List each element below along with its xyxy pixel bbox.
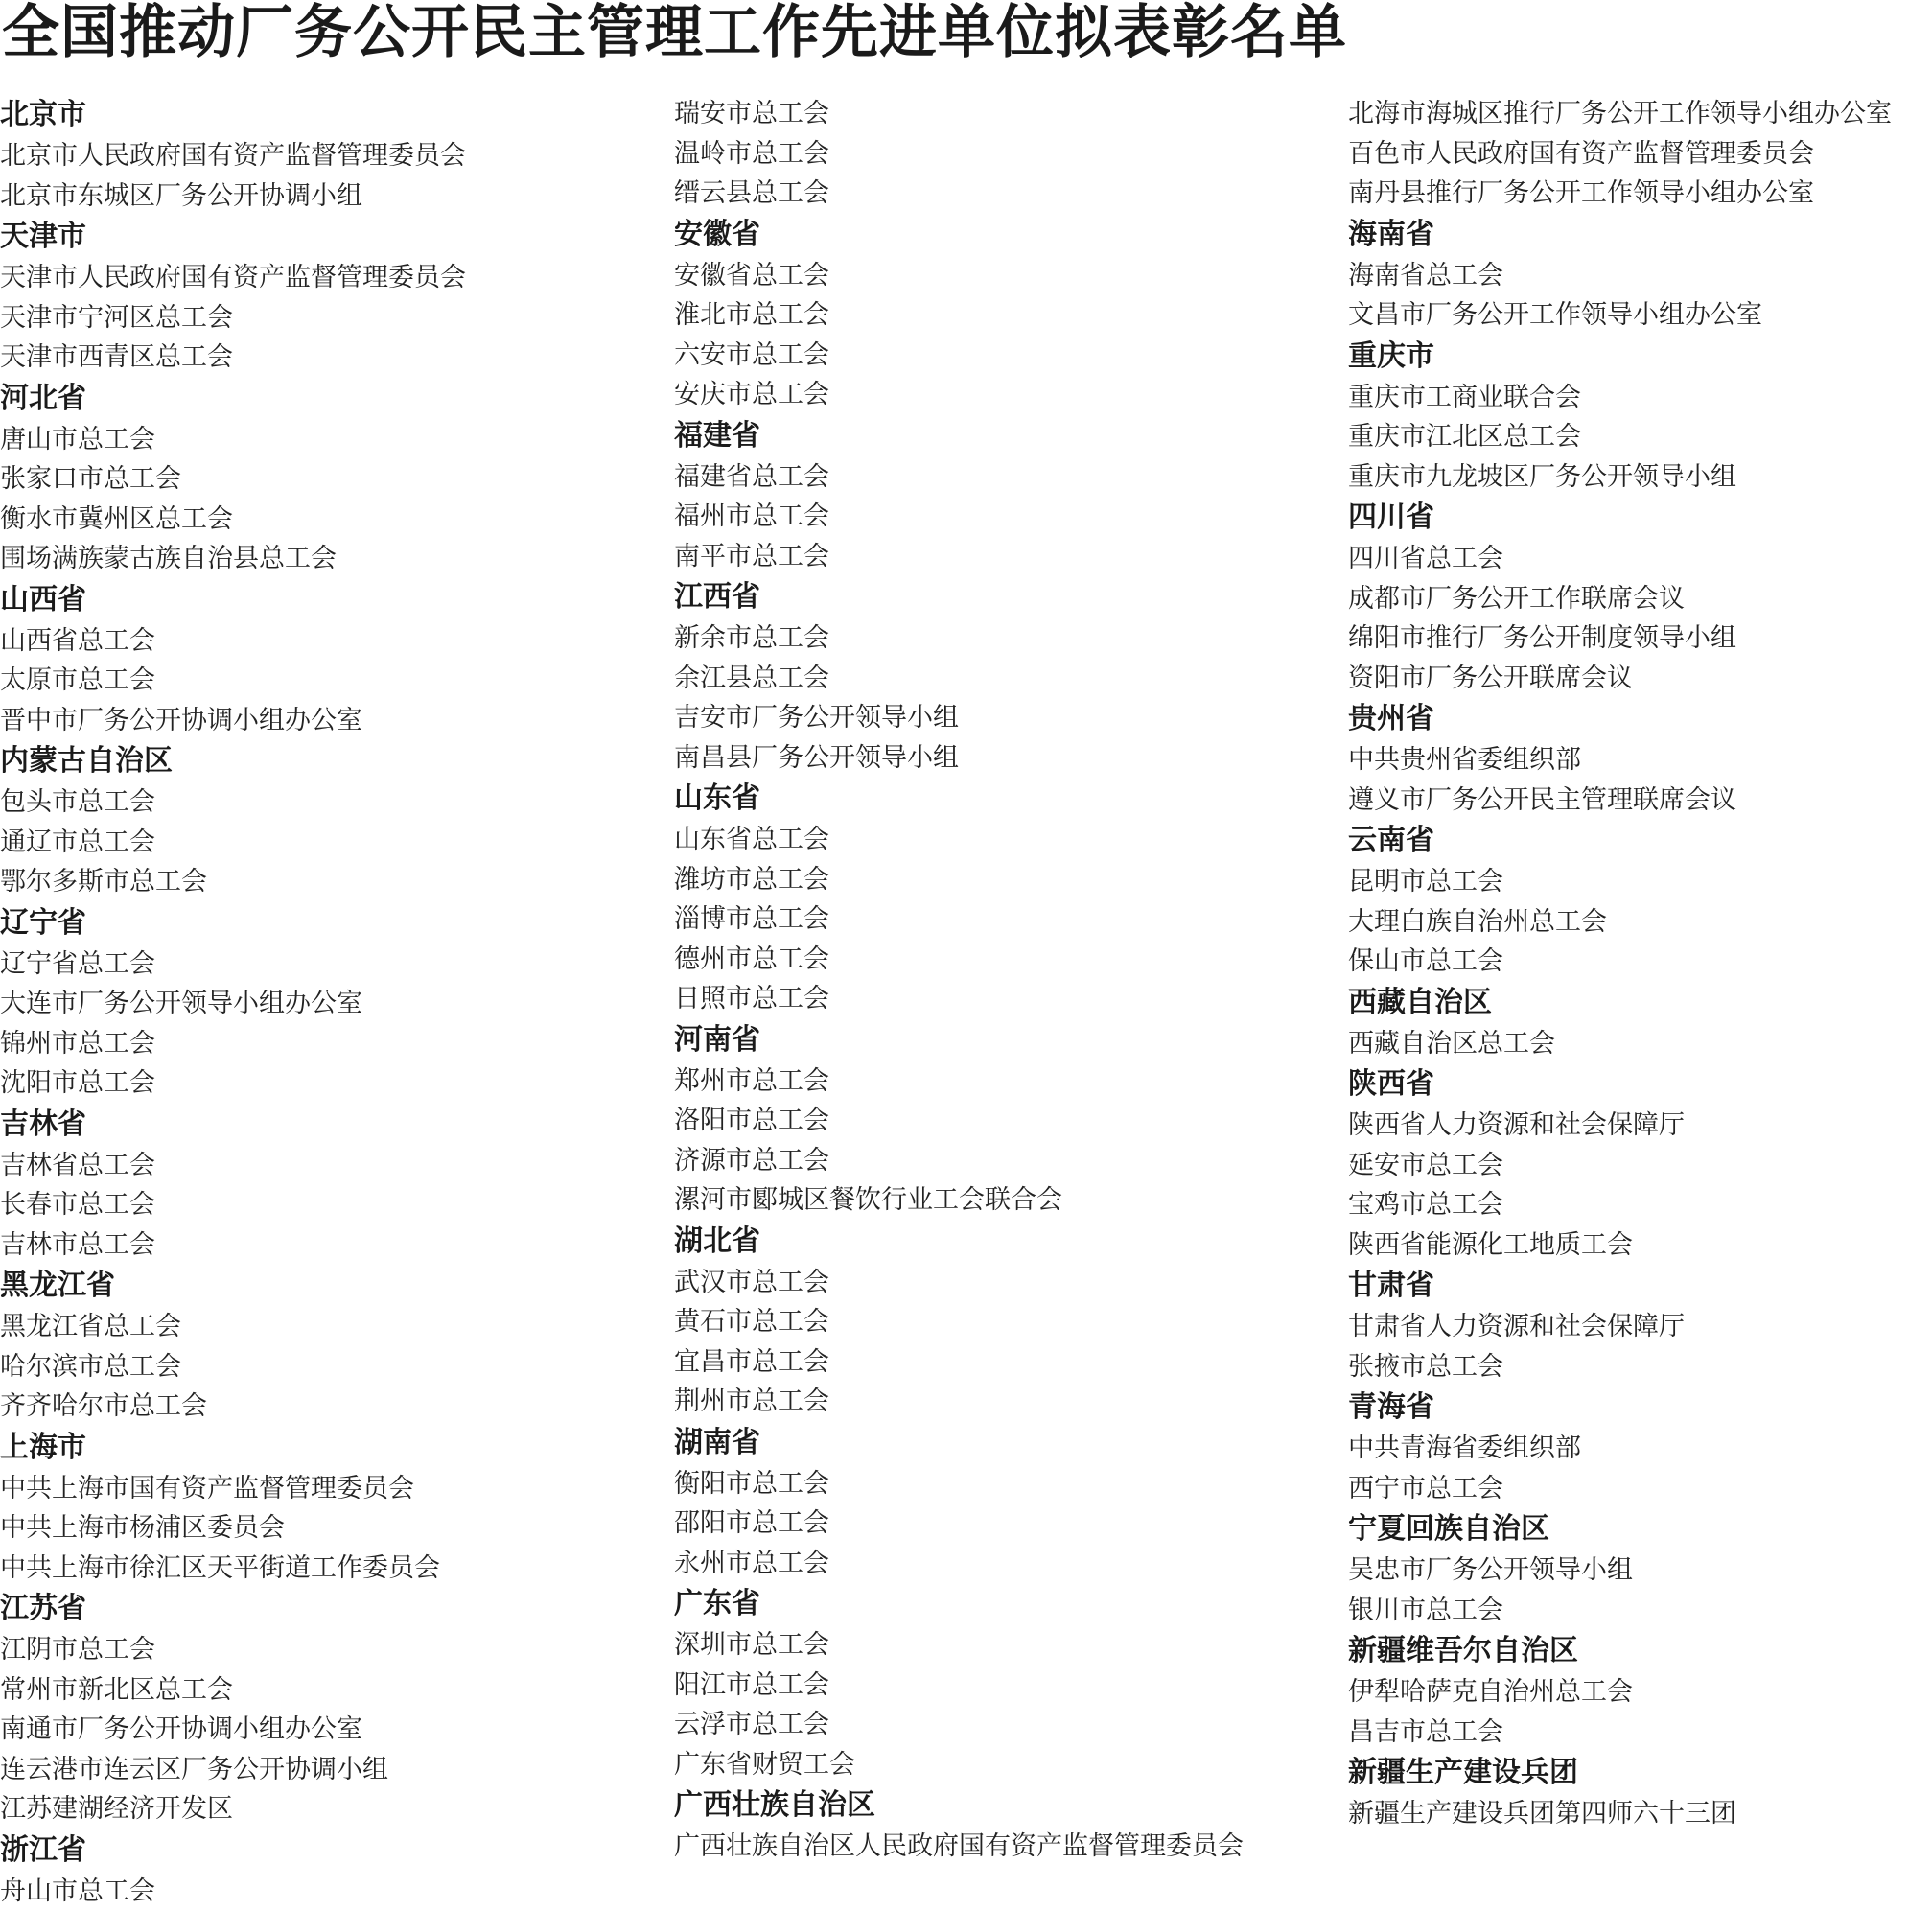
unit-item: 瑞安市总工会 bbox=[674, 94, 1244, 134]
region-heading: 黑龙江省 bbox=[0, 1265, 466, 1307]
unit-item: 黑龙江省总工会 bbox=[0, 1307, 466, 1347]
region-section bbox=[0, 1588, 466, 1829]
unit-item: 陕西省能源化工地质工会 bbox=[1348, 1225, 1892, 1266]
unit-item: 重庆市工商业联合会 bbox=[1348, 378, 1892, 418]
unit-list bbox=[674, 256, 1244, 415]
column-1 bbox=[0, 94, 466, 1911]
unit-item: 常州市新北区总工会 bbox=[0, 1670, 466, 1711]
unit-item: 张掖市总工会 bbox=[1348, 1347, 1892, 1387]
region-section bbox=[0, 1104, 466, 1266]
unit-list bbox=[0, 420, 466, 579]
region-heading: 西藏自治区 bbox=[1348, 982, 1892, 1024]
region-heading: 江西省 bbox=[674, 576, 1244, 618]
unit-item: 济源市总工会 bbox=[674, 1141, 1244, 1181]
unit-item: 荆州市总工会 bbox=[674, 1382, 1244, 1422]
region-section bbox=[674, 94, 1244, 214]
region-section bbox=[0, 216, 466, 378]
unit-list bbox=[674, 1464, 1244, 1584]
unit-list bbox=[1348, 539, 1892, 698]
unit-item: 日照市总工会 bbox=[674, 979, 1244, 1019]
region-section bbox=[0, 1829, 466, 1911]
unit-item: 广西壮族自治区人民政府国有资产监督管理委员会 bbox=[674, 1827, 1244, 1867]
unit-item: 成都市厂务公开工作联席会议 bbox=[1348, 579, 1892, 619]
unit-list bbox=[674, 820, 1244, 1019]
region-heading: 宁夏回族自治区 bbox=[1348, 1508, 1892, 1550]
unit-item: 吉安市厂务公开领导小组 bbox=[674, 698, 1244, 738]
region-heading: 上海市 bbox=[0, 1427, 466, 1469]
unit-item: 吉林省总工会 bbox=[0, 1146, 466, 1186]
region-heading: 四川省 bbox=[1348, 497, 1892, 539]
region-section bbox=[0, 378, 466, 579]
unit-item: 江苏建湖经济开发区 bbox=[0, 1789, 466, 1829]
unit-list bbox=[0, 1630, 466, 1829]
region-section bbox=[674, 1422, 1244, 1584]
unit-item: 包头市总工会 bbox=[0, 782, 466, 823]
unit-item: 吉林市总工会 bbox=[0, 1225, 466, 1266]
unit-item: 吴忠市厂务公开领导小组 bbox=[1348, 1550, 1892, 1591]
unit-item: 福州市总工会 bbox=[674, 497, 1244, 537]
unit-item: 漯河市郾城区餐饮行业工会联合会 bbox=[674, 1180, 1244, 1221]
unit-item: 黄石市总工会 bbox=[674, 1302, 1244, 1342]
region-heading: 内蒙古自治区 bbox=[0, 740, 466, 782]
unit-item: 昌吉市总工会 bbox=[1348, 1713, 1892, 1753]
region-section bbox=[1348, 214, 1892, 336]
unit-item: 锦州市总工会 bbox=[0, 1024, 466, 1064]
unit-list bbox=[674, 94, 1244, 214]
region-heading: 青海省 bbox=[1348, 1387, 1892, 1429]
unit-item: 南昌县厂务公开领导小组 bbox=[674, 738, 1244, 779]
region-heading: 海南省 bbox=[1348, 214, 1892, 256]
region-heading: 云南省 bbox=[1348, 820, 1892, 862]
unit-item: 武汉市总工会 bbox=[674, 1263, 1244, 1303]
region-heading: 天津市 bbox=[0, 216, 466, 258]
region-section bbox=[674, 415, 1244, 577]
region-section bbox=[0, 1427, 466, 1589]
region-heading: 安徽省 bbox=[674, 214, 1244, 256]
region-heading: 甘肃省 bbox=[1348, 1265, 1892, 1307]
unit-item: 南通市厂务公开协调小组办公室 bbox=[0, 1710, 466, 1750]
unit-item: 深圳市总工会 bbox=[674, 1625, 1244, 1666]
unit-list bbox=[1348, 1106, 1892, 1265]
unit-item: 百色市人民政府国有资产监督管理委员会 bbox=[1348, 134, 1892, 175]
unit-item: 伊犁哈萨克自治州总工会 bbox=[1348, 1672, 1892, 1713]
unit-list bbox=[674, 1625, 1244, 1784]
unit-item: 大连市厂务公开领导小组办公室 bbox=[0, 984, 466, 1024]
region-section bbox=[0, 902, 466, 1104]
unit-item: 辽宁省总工会 bbox=[0, 944, 466, 985]
unit-item: 德州市总工会 bbox=[674, 940, 1244, 980]
unit-item: 昆明市总工会 bbox=[1348, 862, 1892, 902]
region-heading: 重庆市 bbox=[1348, 336, 1892, 378]
region-section bbox=[1348, 1508, 1892, 1630]
unit-list bbox=[674, 457, 1244, 577]
region-heading: 福建省 bbox=[674, 415, 1244, 457]
unit-item: 天津市西青区总工会 bbox=[0, 338, 466, 378]
region-section bbox=[1348, 1387, 1892, 1508]
unit-list bbox=[1348, 1550, 1892, 1630]
region-heading: 江苏省 bbox=[0, 1588, 466, 1630]
unit-item: 缙云县总工会 bbox=[674, 174, 1244, 214]
unit-item: 山东省总工会 bbox=[674, 820, 1244, 860]
region-heading: 河南省 bbox=[674, 1019, 1244, 1061]
unit-item: 福建省总工会 bbox=[674, 457, 1244, 498]
unit-item: 中共上海市杨浦区委员会 bbox=[0, 1508, 466, 1549]
region-section bbox=[1348, 698, 1892, 820]
region-heading: 辽宁省 bbox=[0, 902, 466, 944]
region-section bbox=[674, 1221, 1244, 1422]
unit-list bbox=[674, 1827, 1244, 1867]
unit-list bbox=[0, 944, 466, 1104]
unit-item: 南丹县推行厂务公开工作领导小组办公室 bbox=[1348, 174, 1892, 214]
unit-item: 沈阳市总工会 bbox=[0, 1063, 466, 1104]
region-section bbox=[1348, 336, 1892, 498]
region-section bbox=[1348, 982, 1892, 1064]
unit-item: 山西省总工会 bbox=[0, 621, 466, 662]
unit-item: 围场满族蒙古族自治县总工会 bbox=[0, 539, 466, 579]
unit-item: 邵阳市总工会 bbox=[674, 1503, 1244, 1544]
region-heading: 新疆生产建设兵团 bbox=[1348, 1752, 1892, 1794]
unit-item: 温岭市总工会 bbox=[674, 134, 1244, 175]
unit-item: 晋中市厂务公开协调小组办公室 bbox=[0, 701, 466, 741]
unit-item: 天津市宁河区总工会 bbox=[0, 298, 466, 338]
unit-item: 舟山市总工会 bbox=[0, 1872, 466, 1911]
unit-list bbox=[0, 258, 466, 378]
unit-item: 安徽省总工会 bbox=[674, 256, 1244, 296]
region-heading: 浙江省 bbox=[0, 1829, 466, 1872]
region-section bbox=[1348, 497, 1892, 698]
unit-item: 六安市总工会 bbox=[674, 336, 1244, 376]
region-heading: 北京市 bbox=[0, 94, 466, 136]
unit-item: 宜昌市总工会 bbox=[674, 1342, 1244, 1383]
unit-item: 安庆市总工会 bbox=[674, 375, 1244, 415]
unit-item: 江阴市总工会 bbox=[0, 1630, 466, 1670]
region-section bbox=[0, 579, 466, 741]
unit-item: 新疆生产建设兵团第四师六十三团 bbox=[1348, 1794, 1892, 1834]
unit-item: 延安市总工会 bbox=[1348, 1146, 1892, 1186]
unit-item: 余江县总工会 bbox=[674, 659, 1244, 699]
unit-list bbox=[1348, 1024, 1892, 1064]
unit-list bbox=[0, 136, 466, 216]
unit-item: 淄博市总工会 bbox=[674, 899, 1244, 940]
unit-list bbox=[674, 1061, 1244, 1221]
unit-list bbox=[0, 1146, 466, 1266]
unit-item: 四川省总工会 bbox=[1348, 539, 1892, 579]
unit-item: 银川市总工会 bbox=[1348, 1591, 1892, 1631]
unit-list bbox=[1348, 862, 1892, 982]
region-heading: 山东省 bbox=[674, 778, 1244, 820]
region-section bbox=[0, 94, 466, 216]
region-section bbox=[1348, 820, 1892, 982]
unit-item: 阳江市总工会 bbox=[674, 1666, 1244, 1706]
unit-item: 唐山市总工会 bbox=[0, 420, 466, 460]
region-section bbox=[1348, 1265, 1892, 1387]
unit-list bbox=[1348, 740, 1892, 820]
unit-list bbox=[0, 1872, 466, 1911]
unit-item: 通辽市总工会 bbox=[0, 823, 466, 863]
unit-item: 张家口市总工会 bbox=[0, 459, 466, 500]
unit-item: 中共青海省委组织部 bbox=[1348, 1429, 1892, 1469]
region-section bbox=[0, 740, 466, 902]
region-heading: 吉林省 bbox=[0, 1104, 466, 1146]
unit-item: 潍坊市总工会 bbox=[674, 860, 1244, 900]
unit-list bbox=[1348, 94, 1892, 214]
unit-item: 衡阳市总工会 bbox=[674, 1464, 1244, 1504]
unit-list bbox=[1348, 1429, 1892, 1508]
region-section bbox=[674, 1583, 1244, 1784]
unit-item: 资阳市厂务公开联席会议 bbox=[1348, 659, 1892, 699]
unit-item: 西宁市总工会 bbox=[1348, 1469, 1892, 1509]
region-heading: 湖南省 bbox=[674, 1422, 1244, 1464]
unit-item: 保山市总工会 bbox=[1348, 942, 1892, 982]
unit-item: 中共上海市徐汇区天平街道工作委员会 bbox=[0, 1549, 466, 1589]
region-section bbox=[1348, 1063, 1892, 1265]
column-2 bbox=[674, 94, 1244, 1867]
unit-item: 北京市东城区厂务公开协调小组 bbox=[0, 176, 466, 217]
unit-list bbox=[0, 1307, 466, 1427]
region-section bbox=[1348, 1630, 1892, 1752]
region-section bbox=[1348, 1752, 1892, 1834]
region-heading: 新疆维吾尔自治区 bbox=[1348, 1630, 1892, 1672]
region-heading: 广西壮族自治区 bbox=[674, 1784, 1244, 1827]
region-heading: 山西省 bbox=[0, 579, 466, 621]
unit-list bbox=[1348, 1307, 1892, 1387]
unit-list bbox=[1348, 378, 1892, 498]
unit-item: 遵义市厂务公开民主管理联席会议 bbox=[1348, 781, 1892, 821]
unit-item: 齐齐哈尔市总工会 bbox=[0, 1387, 466, 1427]
unit-item: 鄂尔多斯市总工会 bbox=[0, 862, 466, 902]
unit-item: 重庆市江北区总工会 bbox=[1348, 417, 1892, 457]
unit-item: 哈尔滨市总工会 bbox=[0, 1347, 466, 1387]
column-3 bbox=[1348, 94, 1892, 1834]
unit-list bbox=[0, 621, 466, 741]
region-section bbox=[0, 1265, 466, 1427]
unit-item: 云浮市总工会 bbox=[674, 1705, 1244, 1745]
document-title: 全国推动厂务公开民主管理工作先进单位拟表彰名单 bbox=[2, 2, 1347, 63]
region-section bbox=[1348, 94, 1892, 214]
unit-list bbox=[1348, 1672, 1892, 1752]
unit-item: 天津市人民政府国有资产监督管理委员会 bbox=[0, 258, 466, 298]
unit-list bbox=[674, 618, 1244, 778]
unit-list bbox=[1348, 1794, 1892, 1834]
unit-item: 重庆市九龙坡区厂务公开领导小组 bbox=[1348, 457, 1892, 498]
unit-list bbox=[1348, 256, 1892, 336]
region-section bbox=[674, 778, 1244, 1019]
unit-item: 西藏自治区总工会 bbox=[1348, 1024, 1892, 1064]
unit-item: 北京市人民政府国有资产监督管理委员会 bbox=[0, 136, 466, 176]
region-section bbox=[674, 1019, 1244, 1221]
region-section bbox=[674, 576, 1244, 778]
unit-item: 淮北市总工会 bbox=[674, 295, 1244, 336]
region-section bbox=[674, 214, 1244, 415]
unit-item: 文昌市厂务公开工作领导小组办公室 bbox=[1348, 295, 1892, 336]
unit-item: 洛阳市总工会 bbox=[674, 1101, 1244, 1141]
unit-item: 广东省财贸工会 bbox=[674, 1745, 1244, 1785]
unit-item: 永州市总工会 bbox=[674, 1544, 1244, 1584]
region-heading: 贵州省 bbox=[1348, 698, 1892, 740]
unit-item: 中共上海市国有资产监督管理委员会 bbox=[0, 1469, 466, 1509]
unit-item: 甘肃省人力资源和社会保障厅 bbox=[1348, 1307, 1892, 1347]
unit-list bbox=[0, 782, 466, 902]
unit-list bbox=[674, 1263, 1244, 1422]
unit-list bbox=[0, 1469, 466, 1589]
unit-item: 海南省总工会 bbox=[1348, 256, 1892, 296]
unit-item: 陕西省人力资源和社会保障厅 bbox=[1348, 1106, 1892, 1146]
unit-item: 郑州市总工会 bbox=[674, 1061, 1244, 1102]
unit-item: 大理白族自治州总工会 bbox=[1348, 902, 1892, 943]
unit-item: 长春市总工会 bbox=[0, 1185, 466, 1225]
region-section bbox=[674, 1784, 1244, 1867]
unit-item: 南平市总工会 bbox=[674, 537, 1244, 577]
unit-item: 宝鸡市总工会 bbox=[1348, 1185, 1892, 1225]
unit-item: 中共贵州省委组织部 bbox=[1348, 740, 1892, 781]
region-heading: 陕西省 bbox=[1348, 1063, 1892, 1106]
unit-item: 太原市总工会 bbox=[0, 661, 466, 701]
unit-item: 新余市总工会 bbox=[674, 618, 1244, 659]
region-heading: 湖北省 bbox=[674, 1221, 1244, 1263]
unit-item: 连云港市连云区厂务公开协调小组 bbox=[0, 1750, 466, 1790]
region-heading: 广东省 bbox=[674, 1583, 1244, 1625]
unit-item: 衡水市冀州区总工会 bbox=[0, 500, 466, 540]
unit-item: 北海市海城区推行厂务公开工作领导小组办公室 bbox=[1348, 94, 1892, 134]
unit-item: 绵阳市推行厂务公开制度领导小组 bbox=[1348, 618, 1892, 659]
region-heading: 河北省 bbox=[0, 378, 466, 420]
